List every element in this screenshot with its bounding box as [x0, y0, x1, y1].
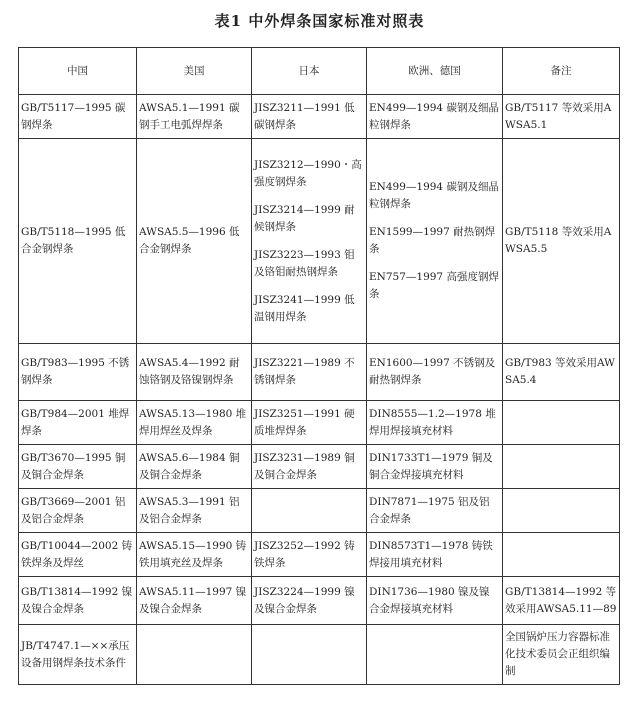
cell-usa: AWSA5.1—1991 碳钢手工电弧焊焊条	[137, 95, 252, 139]
cell-china: GB/T3670—1995 铜及铜合金焊条	[19, 445, 137, 489]
cell-japan	[252, 625, 367, 685]
cell-china: GB/T984—2001 堆焊焊条	[19, 401, 137, 445]
cell-japan-entry: JISZ3212—1990・高强度钢焊条	[254, 158, 362, 188]
cell-europe-entry: DIN1733T1—1979 铜及铜合金焊接填充材料	[369, 451, 493, 481]
cell-japan-entry: JISZ3241—1999 低温钢用焊条	[254, 293, 355, 323]
cell-spacer	[254, 281, 364, 292]
cell-spacer	[254, 191, 364, 202]
cell-japan-entry: JISZ3221—1989 不锈钢焊条	[254, 357, 355, 386]
cell-usa: AWSA5.13—1980 堆焊用焊丝及焊条	[137, 401, 252, 445]
cell-note	[503, 489, 620, 533]
header-japan: 日本	[252, 48, 367, 95]
table-row	[19, 401, 620, 445]
cell-japan-entry: JISZ3252—1992 铸铁焊条	[254, 539, 355, 569]
cell-europe-entry: EN1599—1997 耐热钢焊条	[369, 226, 496, 255]
cell-note	[503, 401, 620, 445]
standards-comparison-table	[18, 47, 620, 685]
table-row	[19, 445, 620, 489]
cell-usa: AWSA5.5—1996 低合金钢焊条	[137, 139, 252, 344]
cell-europe	[367, 95, 503, 139]
cell-europe-entry: DIN1736—1980 镍及镍合金焊接填充材料	[369, 585, 490, 615]
cell-europe	[367, 445, 503, 489]
cell-usa: AWSA5.11—1997 镍及镍合金焊条	[137, 577, 252, 625]
cell-usa: AWSA5.4—1992 耐蚀铬钢及铬镍钢焊条	[137, 344, 252, 401]
cell-usa: AWSA5.6—1984 铜及铜合金焊条	[137, 445, 252, 489]
cell-china: JB/T4747.1—××承压设备用钢焊条技术条件	[19, 625, 137, 685]
cell-usa	[137, 625, 252, 685]
cell-note	[503, 445, 620, 489]
cell-europe	[367, 489, 503, 533]
cell-europe	[367, 625, 503, 685]
cell-note: GB/T5117 等效采用AWSA5.1	[503, 95, 620, 139]
cell-japan	[252, 95, 367, 139]
cell-note: GB/T983 等效采用AWSA5.4	[503, 344, 620, 401]
cell-japan	[252, 139, 367, 344]
cell-spacer	[369, 258, 500, 269]
cell-europe-entry: DIN7871—1975 铝及铝合金焊条	[369, 495, 490, 525]
table-row	[19, 95, 620, 139]
cell-china: GB/T983—1995 不锈钢焊条	[19, 344, 137, 401]
cell-japan-entry: JISZ3251—1991 硬质堆焊焊条	[254, 407, 355, 437]
table-row	[19, 625, 620, 685]
cell-japan-entry: JISZ3231—1989 铜及铜合金焊条	[254, 451, 355, 481]
table-row	[19, 489, 620, 533]
header-usa: 美国	[137, 48, 252, 95]
cell-china: GB/T5118—1995 低合金钢焊条	[19, 139, 137, 344]
table-row	[19, 533, 620, 577]
cell-europe-entry: DIN8555—1.2—1978 堆焊用焊接填充材料	[369, 407, 496, 437]
table-row	[19, 577, 620, 625]
cell-china: GB/T5117—1995 碳钢焊条	[19, 95, 137, 139]
header-row	[19, 48, 620, 95]
cell-europe-entry: EN499—1994 碳钢及细晶粒钢焊条	[369, 181, 499, 210]
table-row	[19, 344, 620, 401]
cell-spacer	[369, 213, 500, 224]
cell-note: GB/T13814—1992 等效采用AWSA5.11—89	[503, 577, 620, 625]
cell-note	[503, 533, 620, 577]
cell-europe-entry: EN1600—1997 不锈钢及耐热钢焊条	[369, 357, 496, 386]
cell-europe	[367, 139, 503, 344]
cell-japan-entry: JISZ3211—1991 低碳钢焊条	[254, 101, 355, 131]
cell-china: GB/T3669—2001 铝及铝合金焊条	[19, 489, 137, 533]
cell-china: GB/T13814—1992 镍及镍合金焊条	[19, 577, 137, 625]
cell-usa: AWSA5.3—1991 铝及铝合金焊条	[137, 489, 252, 533]
cell-europe	[367, 401, 503, 445]
cell-usa: AWSA5.15—1990 铸铁用填充丝及焊条	[137, 533, 252, 577]
cell-europe	[367, 577, 503, 625]
table-row	[19, 139, 620, 344]
cell-europe-entry: DIN8573T1—1978 铸铁焊接用填充材料	[369, 539, 493, 569]
cell-japan	[252, 577, 367, 625]
cell-japan-entry: JISZ3214—1999 耐候钢焊条	[254, 203, 355, 233]
cell-china: GB/T10044—2002 铸铁焊条及焊丝	[19, 533, 137, 577]
cell-note: GB/T5118 等效采用AWSA5.5	[503, 139, 620, 344]
header-note: 备注	[503, 48, 620, 95]
cell-europe	[367, 344, 503, 401]
cell-japan	[252, 445, 367, 489]
cell-europe-entry: EN499—1994 碳钢及细晶粒钢焊条	[369, 101, 499, 131]
table-title: 表1 中外焊条国家标准对照表	[214, 12, 425, 30]
cell-japan	[252, 489, 367, 533]
cell-europe	[367, 533, 503, 577]
header-europe: 欧洲、德国	[367, 48, 503, 95]
cell-spacer	[254, 236, 364, 247]
cell-japan-entry: JISZ3224—1999 镍及镍合金焊条	[254, 585, 355, 615]
cell-japan	[252, 401, 367, 445]
cell-japan	[252, 533, 367, 577]
cell-japan	[252, 344, 367, 401]
cell-japan-entry: JISZ3223—1993 钼及铬钼耐热钢焊条	[254, 248, 355, 278]
cell-europe-entry: EN757—1997 高强度钢焊条	[369, 271, 499, 300]
header-china: 中国	[19, 48, 137, 95]
cell-note: 全国锅炉压力容器标准化技术委员会正组织编制	[503, 625, 620, 685]
